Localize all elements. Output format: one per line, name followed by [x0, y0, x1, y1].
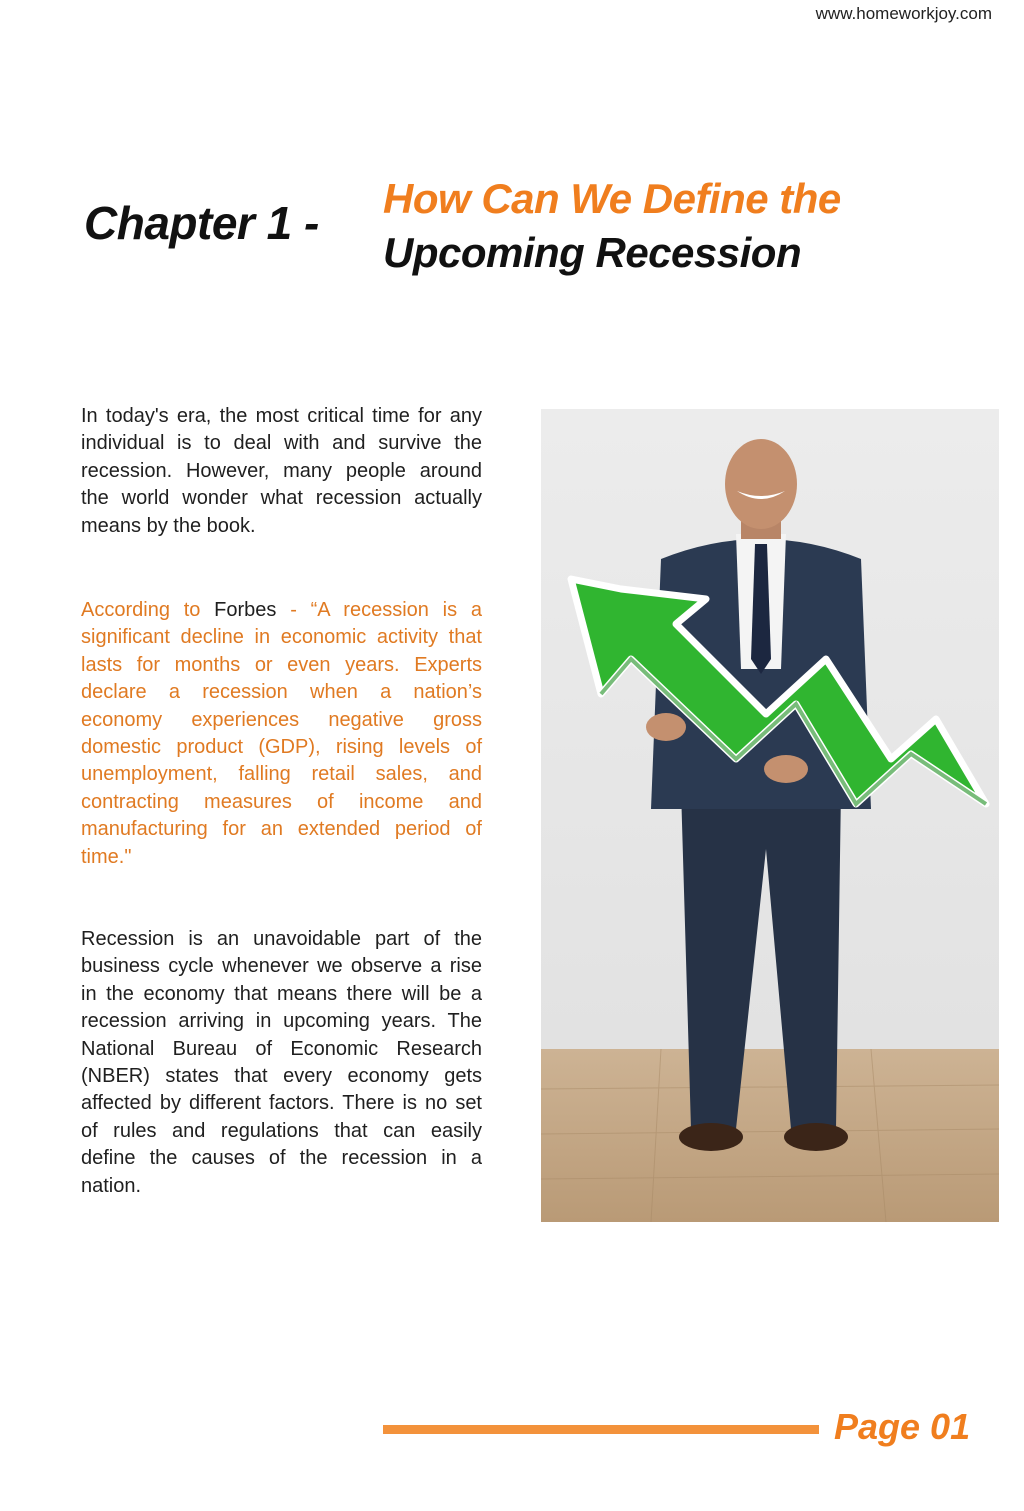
chapter-title — [383, 172, 841, 280]
quote-prefix: According to — [81, 599, 215, 621]
forbes-quote-paragraph — [81, 597, 482, 871]
businessman-photo — [541, 409, 999, 1222]
intro-paragraph: In today's era, the most critical time for any individual is to deal with and survive the recession. However, many people around the world wonder what recession actually means by the book. — [81, 405, 482, 537]
site-url[interactable]: www.homeworkjoy.com — [815, 4, 992, 23]
footer-divider-bar — [383, 1425, 819, 1434]
page-number: Page 01 — [834, 1406, 971, 1447]
quote-text: - “A recession is a significant decline in economic activity that lasts for months or even years. Experts declare a recession when a nation’s economy experiences negative gross domestic product (GDP), rising levels of unemployment, falling retail sales, and contracting measures of income and manufacturing for an extended period of time." — [81, 599, 482, 868]
chapter-label: Chapter 1 - — [84, 197, 319, 249]
chapter-title-line1: How Can We Define the — [383, 175, 841, 222]
chapter-title-line2: Upcoming Recession — [383, 229, 802, 276]
businessman-illustration — [541, 409, 999, 1222]
business-cycle-paragraph: Recession is an unavoidable part of the business cycle whenever we observe a rise in the economy that means there will be a recession arriving in upcoming years. The National Bureau of Economic Research (NBER) states that every economy gets affected by different factors. There is no set of rules and regulations that can easily define the causes of the recession in a nation. — [81, 928, 482, 1197]
quote-source-forbes: Forbes — [214, 599, 277, 621]
